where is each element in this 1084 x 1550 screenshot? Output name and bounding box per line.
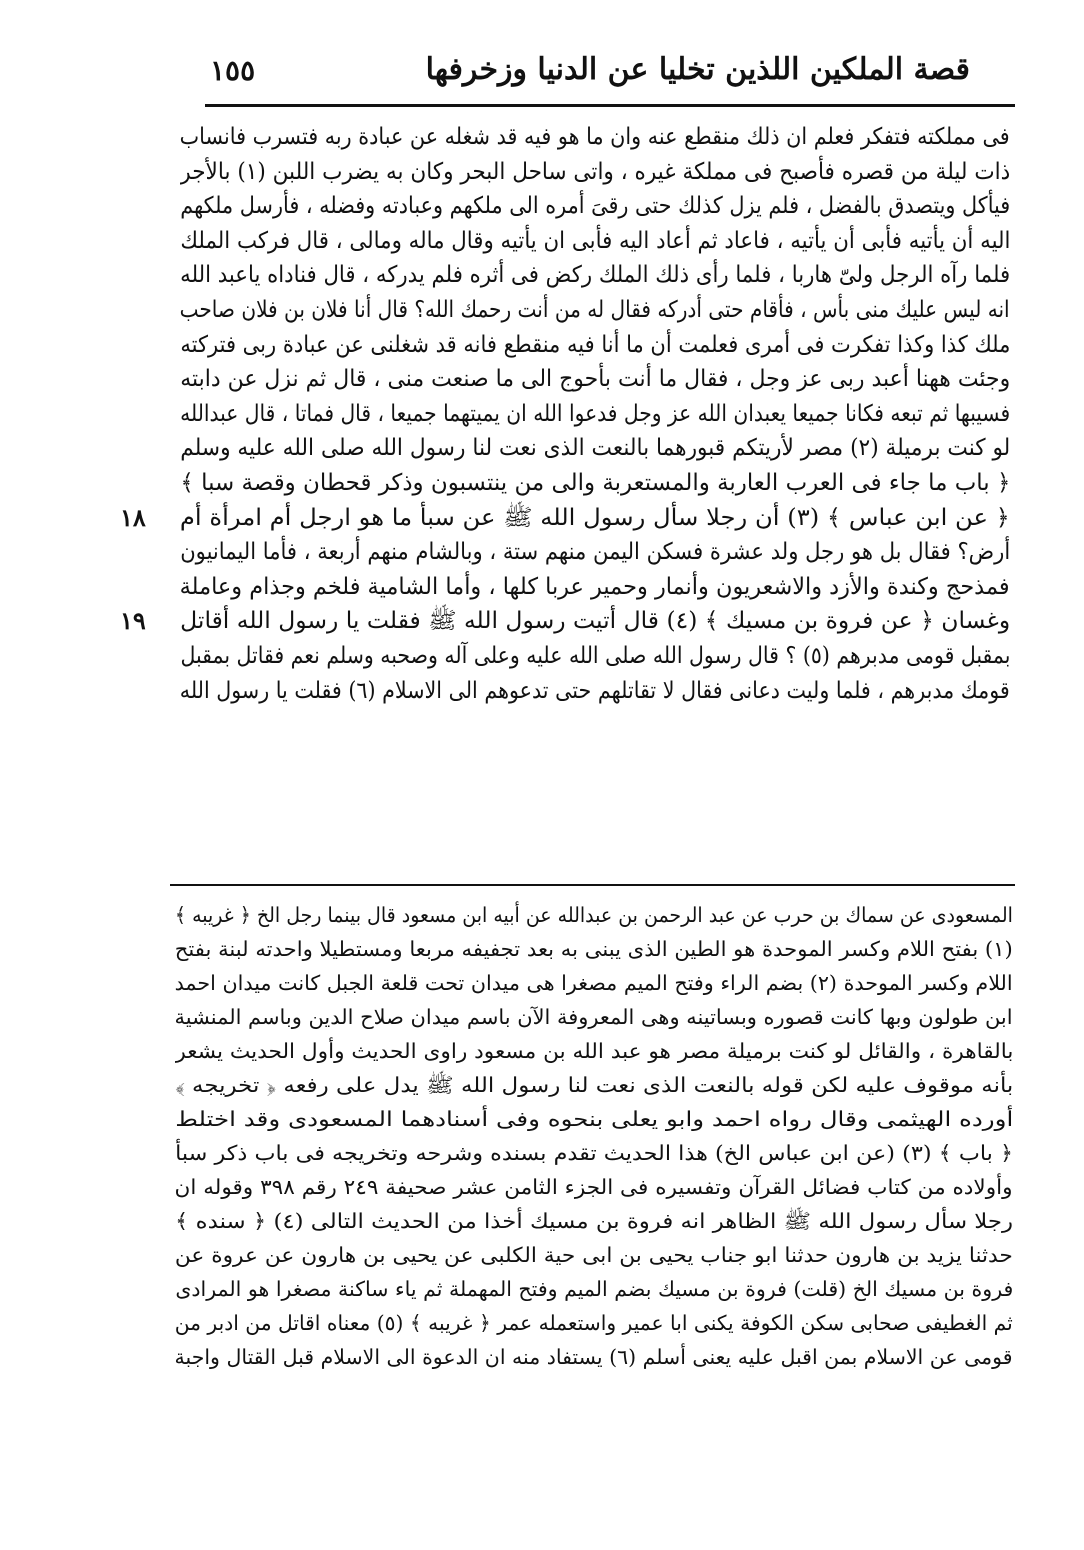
footnote-line: قومى عن الاسلام بمن اقبل عليه يعنى أسلم (٦) يستفاد منه ان الدعوة الى الاسلام قبل القتال واجبة (175, 1345, 1013, 1369)
header-rule (205, 104, 1015, 107)
footnote-line: ﴿ باب ﴾ (٣) (عن ابن عباس الخ) هذا الحديث تقدم بسنده وشرحه وتخريجه فى باب ذكر سبأ (175, 1141, 1013, 1165)
footnote-line: (١) بفتح اللام وكسر الموحدة هو الطين الذى يبنى به بعد تجفيفه مربعا ومستطيلا واحدته لبنة بفتح (175, 937, 1013, 961)
footnote-line: وأولاده من كتاب فضائل القرآن وتفسيره فى الجزء الثامن عشر صحيفة ٢٤٩ رقم ٣٩٨ وقوله ان (175, 1175, 1013, 1199)
footnote-line: فروة بن مسيك الخ (قلت) فروة بن مسيك بضم الميم وفتح المهملة ثم ياء ساكنة مصغرا هو المرادى (175, 1277, 1013, 1301)
main-text-line: قومك مدبرهم ، فلما وليت دعانى فقال لا تقاتلهم حتى تدعوهم الى الاسلام (٦) فقلت يا رسول الله (180, 677, 1010, 704)
main-text-line: فمذحج وكندة والأزد والاشعريون وأنمار وحمير عربا كلها ، وأما الشامية فلخم وجذام وعاملة (180, 573, 1010, 600)
footnotes (175, 898, 1013, 1374)
main-text-line: فسيبها ثم تبعه فكانا جميعا يعبدان الله عز وجل فدعوا الله ان يميتهما جميعا ، قال فماتا ، قال عبدالله (180, 400, 1010, 427)
footnote-line: رجلا سأل رسول الله ﷺ الظاهر انه فروة بن مسيك أخذا من الحديث التالى (٤) ﴿ سنده ﴾ (175, 1209, 1013, 1233)
footnote-line: أورده الهيثمى وقال رواه احمد وابو يعلى بنحوه وفى أسنادهما المسعودى وقد اختلط (175, 1107, 1013, 1131)
hadith-number: ١٩ (120, 606, 146, 636)
footnote-line: اللام وكسر الموحدة (٢) بضم الراء وفتح الميم مصغرا هى ميدان تحت قلعة الجبل كانت ميدان احمد (175, 971, 1013, 995)
main-text-line: لو كنت برميلة (٢) مصر لأريتكم قبورهما بالنعت الذى نعت لنا رسول الله صلى الله عليه وسلم (180, 435, 1010, 462)
page-number: ١٥٥ (210, 54, 256, 87)
main-text-line: فى مملكته فتفكر فعلم ان ذلك منقطع عنه وان ما هو فيه قد شغله عن عبادة ربه فتسرب فانساب (180, 124, 1010, 150)
footnote-line: المسعودى عن سماك بن حرب عن عبد الرحمن بن عبدالله عن أبيه ابن مسعود قال بينما رجل الخ ﴿ غريبه ﴾ (175, 903, 1013, 927)
footnote-line: ابن طولون وبها كانت قصوره وبساتينه وهى المعروفة الآن باسم ميدان صلاح الدين وباسم المنشية (175, 1005, 1013, 1029)
main-text (180, 120, 1010, 708)
main-text-line: ذات ليلة من قصره فأصبح فى مملكة غيره ، واتى ساحل البحر وكان به يضرب اللبن (١) بالأجر (180, 158, 1010, 185)
footnote-line: بأنه موقوف عليه لكن قوله بالنعت الذى نعت لنا رسول الله ﷺ يدل على رفعه ﴿ تخريجه ﴾ (175, 1073, 1013, 1097)
footnote-rule (170, 884, 1015, 886)
main-text-line: فيأكل ويتصدق بالفضل ، فلم يزل كذلك حتى رقىَ أمره الى ملكهم وعبادته وفضله ، فأرسل ملكهم (180, 193, 1010, 220)
main-text-line: انه ليس عليك منى بأس ، فأقام حتى أدركه فقال له من أنت رحمك الله؟ قال أنا فلان بن فلان صاحب (180, 296, 1010, 323)
running-title: قصة الملكين اللذين تخليا عن الدنيا وزخرفها (425, 52, 970, 87)
main-text-line: وغسان ﴿ عن فروة بن مسيك ﴾ (٤) قال أتيت رسول الله ﷺ فقلت يا رسول الله أقاتل (180, 608, 1010, 635)
hadith-number: ١٨ (120, 502, 146, 532)
main-text-line: ﴿ باب ما جاء فى العرب العاربة والمستعربة والى من ينتسبون وذكر قحطان وقصة سبا ﴾ (180, 469, 1010, 496)
main-text-line: أرض؟ فقال بل هو رجل ولد عشرة فسكن اليمن منهم ستة ، وبالشام منهم أربعة ، فأما اليمانيون (180, 539, 1010, 566)
footnote-line: حدثنا يزيد بن هارون حدثنا ابو جناب يحيى بن ابى حية الكلبى عن يحيى بن هارون عن عروة عن (175, 1243, 1013, 1267)
footnote-line: بالقاهرة ، والقائل لو كنت برميلة مصر هو عبد الله بن مسعود راوى الحديث وأول الحديث يشعر (175, 1039, 1013, 1063)
page-header (200, 44, 1010, 100)
footnote-line: ثم الغطيفى صحابى سكن الكوفة يكنى ابا عمير واستعمله عمر ﴿ غريبه ﴾ (٥) معناه اقاتل من ادبر من (175, 1311, 1013, 1335)
main-text-line: فلما رآه الرجل ولىّ هاربا ، فلما رأى ذلك الملك ركض فى أثره فلم يدركه ، قال فناداه ياعبد الله (180, 262, 1010, 289)
main-text-line: بمقبل قومى مدبرهم (٥) ؟ قال رسول الله صلى الله عليه وعلى آله وصحبه وسلم نعم فقاتل بمقبل (180, 642, 1010, 669)
main-text-line: ﴿ عن ابن عباس ﴾ (٣) أن رجلا سأل رسول الله ﷺ عن سبأ ما هو ارجل أم امرأة أم (180, 504, 1010, 531)
main-text-line: وجئت ههنا أعبد ربى عز وجل ، فقال ما أنت بأحوج الى ما صنعت منى ، قال ثم نزل عن دابته (180, 366, 1010, 393)
main-text-line: ملك كذا وكذا تفكرت فى أمرى فعلمت أن ما أنا فيه منقطع فانه قد شغلنى عن عبادة ربى فتركته (180, 331, 1010, 358)
main-text-line: اليه أن يأتيه فأبى أن يأتيه ، فاعاد ثم أعاد اليه فأبى ان يأتيه وقال ماله ومالى ، قال فركب الملك (180, 227, 1010, 254)
